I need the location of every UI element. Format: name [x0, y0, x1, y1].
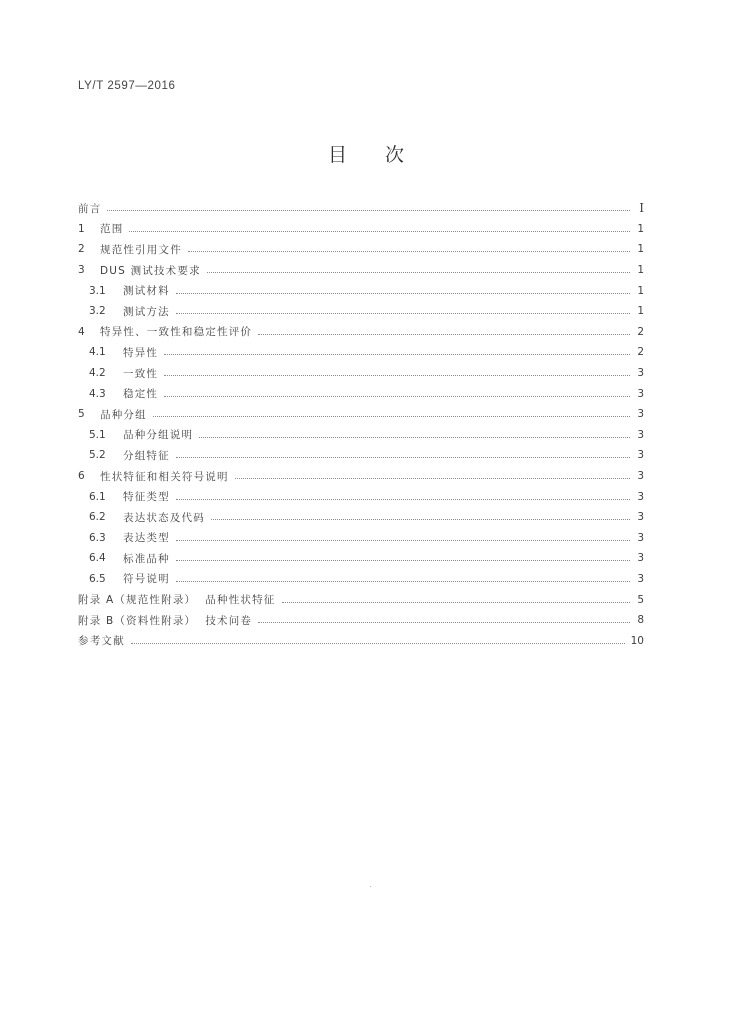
- toc-entry[interactable]: [78, 239, 644, 260]
- dot-leader: [176, 580, 630, 582]
- toc-entry-label: 一致性: [123, 367, 159, 380]
- toc-entry-label: 稳定性: [123, 388, 159, 401]
- toc-entry-page: 3: [637, 470, 644, 483]
- toc-entry-page: 3: [637, 511, 644, 524]
- toc-entry-label: 测试材料: [123, 285, 170, 298]
- toc-entry-label: 范围: [100, 223, 124, 236]
- toc-entry[interactable]: [78, 198, 644, 219]
- dot-leader: [211, 518, 630, 520]
- toc-entry-label: 品种分组: [100, 408, 147, 421]
- toc-entry-number: 6.2: [89, 511, 106, 524]
- toc-entry-label: 表达类型: [123, 532, 170, 545]
- toc-entry-number: 4: [78, 325, 85, 338]
- toc-entry-page: 2: [637, 325, 644, 338]
- dot-leader: [107, 209, 630, 211]
- toc-entry-label: 性状特征和相关符号说明: [100, 470, 229, 483]
- toc-subentry[interactable]: [78, 383, 644, 404]
- toc-subentry[interactable]: [78, 301, 644, 322]
- toc-entry-number: 4.3: [89, 387, 106, 400]
- dot-leader: [176, 312, 630, 314]
- toc-subentry[interactable]: [78, 569, 644, 590]
- dot-leader: [235, 477, 630, 479]
- toc-entry-page: 1: [637, 222, 644, 235]
- table-of-contents: [78, 198, 644, 651]
- toc-entry-page: 1: [637, 284, 644, 297]
- toc-entry-page: 1: [637, 264, 644, 277]
- toc-entry[interactable]: [78, 260, 644, 281]
- toc-entry-page: 1: [637, 305, 644, 318]
- toc-entry[interactable]: [78, 219, 644, 240]
- toc-entry[interactable]: [78, 466, 644, 487]
- dot-leader: [129, 230, 630, 232]
- dot-leader: [282, 601, 631, 603]
- dot-leader: [207, 271, 630, 273]
- dot-leader: [153, 415, 630, 417]
- toc-entry-number: 1: [78, 222, 85, 235]
- toc-entry-label: 测试方法: [123, 305, 170, 318]
- toc-subentry[interactable]: [78, 425, 644, 446]
- toc-entry-number: 5.2: [89, 449, 106, 462]
- toc-entry-page: 3: [637, 552, 644, 565]
- scan-speck: [370, 886, 371, 887]
- toc-entry-page: 1: [637, 243, 644, 256]
- toc-entry-page: 3: [637, 367, 644, 380]
- toc-subentry[interactable]: [78, 528, 644, 549]
- dot-leader: [176, 456, 630, 458]
- toc-entry-number: 6: [78, 470, 85, 483]
- toc-entry-label: 特异性、一致性和稳定性评价: [100, 326, 253, 339]
- toc-subentry[interactable]: [78, 280, 644, 301]
- dot-leader: [199, 436, 630, 438]
- toc-entry-page: 8: [637, 614, 644, 627]
- toc-entry-label: 分组特征: [123, 449, 170, 462]
- toc-entry-page: 3: [637, 428, 644, 441]
- dot-leader: [176, 498, 630, 500]
- toc-entry-label: 特异性: [123, 346, 159, 359]
- toc-entry-label: 特征类型: [123, 491, 170, 504]
- toc-entry-label: 表达状态及代码: [123, 511, 205, 524]
- toc-subentry[interactable]: [78, 363, 644, 384]
- toc-entry-page: 2: [637, 346, 644, 359]
- toc-entry-number: 4.2: [89, 367, 106, 380]
- toc-entry-label: 品种分组说明: [123, 429, 194, 442]
- toc-entry-number: 6.5: [89, 572, 106, 585]
- document-code: LY/T 2597—2016: [78, 80, 176, 92]
- toc-entry-page: 3: [637, 572, 644, 585]
- toc-entry-page: 3: [637, 531, 644, 544]
- toc-entry[interactable]: [78, 630, 644, 651]
- dot-leader: [131, 642, 625, 644]
- toc-entry-page: 3: [637, 490, 644, 503]
- toc-entry-number: 3.1: [89, 284, 106, 297]
- dot-leader: [188, 250, 630, 252]
- toc-entry-number: 3: [78, 264, 85, 277]
- toc-entry-number: 2: [78, 243, 85, 256]
- toc-entry-label: 参考文献: [78, 635, 125, 648]
- toc-subentry[interactable]: [78, 507, 644, 528]
- toc-entry-label: 附录 B（资料性附录） 技术问卷: [78, 614, 253, 627]
- toc-entry-number: 6.1: [89, 490, 106, 503]
- toc-subentry[interactable]: [78, 486, 644, 507]
- toc-entry-page: 3: [637, 449, 644, 462]
- toc-entry-label: 前言: [78, 202, 102, 215]
- toc-subentry[interactable]: [78, 445, 644, 466]
- toc-entry-number: 4.1: [89, 346, 106, 359]
- toc-entry-page: I: [639, 201, 644, 216]
- toc-entry-number: 3.2: [89, 305, 106, 318]
- toc-subentry[interactable]: [78, 548, 644, 569]
- dot-leader: [164, 395, 630, 397]
- toc-entry-label: 符号说明: [123, 573, 170, 586]
- toc-entry-label: 附录 A（规范性附录） 品种性状特征: [78, 594, 276, 607]
- toc-entry-number: 6.4: [89, 552, 106, 565]
- toc-entry-label: 规范性引用文件: [100, 243, 182, 256]
- dot-leader: [258, 333, 630, 335]
- dot-leader: [164, 374, 630, 376]
- toc-entry-label: 标准品种: [123, 552, 170, 565]
- toc-entry-label: DUS 测试技术要求: [100, 264, 201, 277]
- toc-entry[interactable]: [78, 589, 644, 610]
- toc-entry[interactable]: [78, 404, 644, 425]
- dot-leader: [176, 539, 630, 541]
- toc-entry-number: 6.3: [89, 531, 106, 544]
- toc-entry-page: 3: [637, 408, 644, 421]
- dot-leader: [176, 292, 630, 294]
- toc-entry[interactable]: [78, 322, 644, 343]
- toc-entry-page: 3: [637, 387, 644, 400]
- toc-entry-number: 5: [78, 408, 85, 421]
- toc-entry[interactable]: [78, 610, 644, 631]
- dot-leader: [164, 353, 630, 355]
- dot-leader: [258, 621, 630, 623]
- toc-subentry[interactable]: [78, 342, 644, 363]
- toc-entry-page: 10: [630, 634, 644, 647]
- toc-entry-number: 5.1: [89, 428, 106, 441]
- dot-leader: [176, 559, 630, 561]
- toc-entry-page: 5: [637, 593, 644, 606]
- toc-title: 目次: [327, 144, 442, 166]
